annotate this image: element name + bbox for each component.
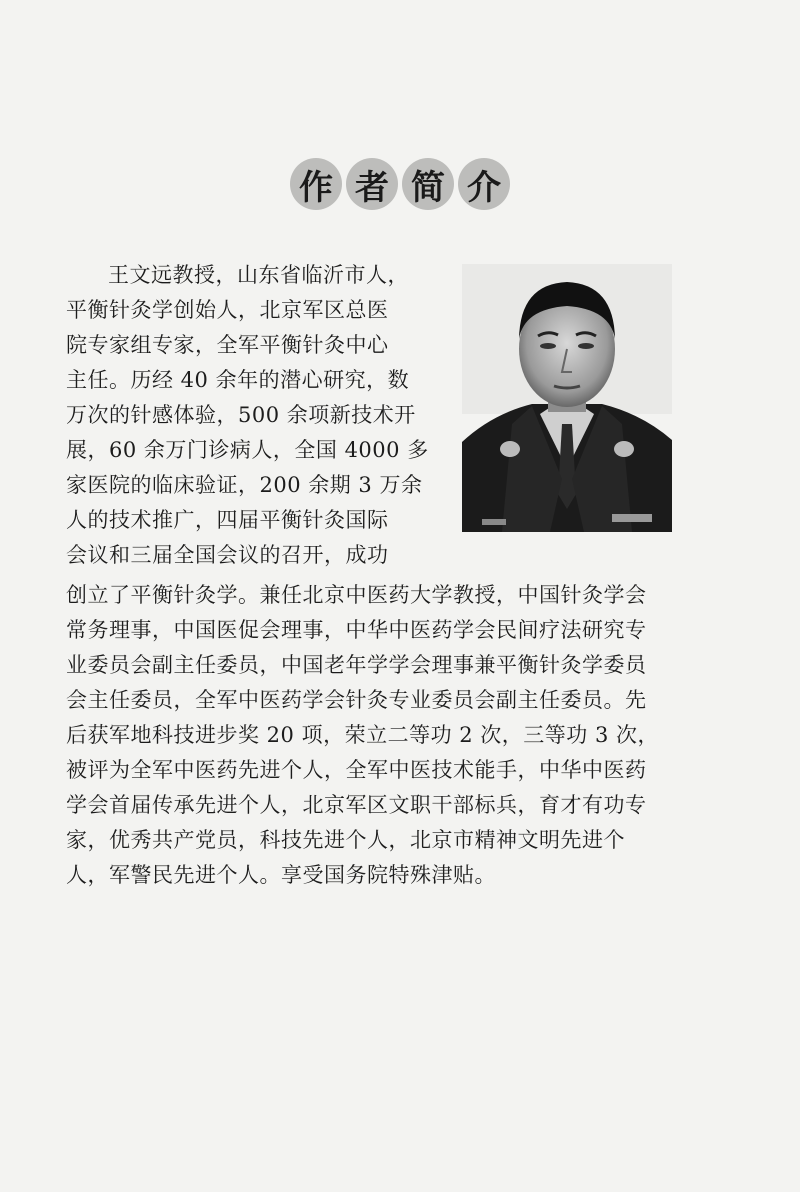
author-portrait-illustration <box>462 264 672 532</box>
bio-line: 主任。历经 40 余年的潜心研究，数 <box>66 368 410 392</box>
bio-line: 家医院的临床验证，200 余期 3 万余 <box>66 473 423 497</box>
author-photo <box>462 264 672 532</box>
bio-line: 会主任委员，全军中医药学会针灸专业委员会副主任委员。先 <box>66 688 647 712</box>
title-char-2: 者 <box>346 158 398 210</box>
bio-line: 会议和三届全国会议的召开，成功 <box>66 543 389 567</box>
bio-line: 人，军警民先进个人。享受国务院特殊津贴。 <box>66 863 496 887</box>
bio-line: 后获军地科技进步奖 20 项，荣立二等功 2 次，三等功 3 次， <box>66 723 659 747</box>
bio-line: 万次的针感体验，500 余项新技术开 <box>66 403 416 427</box>
bio-line: 人的技术推广，四届平衡针灸国际 <box>66 508 389 532</box>
bio-line: 家，优秀共产党员，科技先进个人，北京市精神文明先进个 <box>66 828 625 852</box>
title-char-3: 简 <box>402 158 454 210</box>
bio-line: 王文远教授，山东省临沂市人， <box>108 263 409 287</box>
section-title <box>0 158 800 210</box>
bio-line: 平衡针灸学创始人，北京军区总医 <box>66 298 389 322</box>
bio-line: 常务理事，中国医促会理事，中华中医药学会民间疗法研究专 <box>66 618 647 642</box>
bio-line: 被评为全军中医药先进个人，全军中医技术能手，中华中医药 <box>66 758 647 782</box>
bio-paragraph-full-width <box>66 578 736 893</box>
bio-line: 院专家组专家，全军平衡针灸中心 <box>66 333 389 357</box>
title-char-4: 介 <box>458 158 510 210</box>
title-char-1: 作 <box>290 158 342 210</box>
bio-line: 创立了平衡针灸学。兼任北京中医药大学教授，中国针灸学会 <box>66 583 647 607</box>
title-circles <box>290 158 510 210</box>
bio-line: 业委员会副主任委员，中国老年学学会理事兼平衡针灸学委员 <box>66 653 647 677</box>
bio-line: 学会首届传承先进个人，北京军区文职干部标兵，育才有功专 <box>66 793 647 817</box>
bio-line: 展，60 余万门诊病人，全国 4000 多 <box>66 438 429 462</box>
bio-paragraph-beside-photo <box>66 258 456 573</box>
